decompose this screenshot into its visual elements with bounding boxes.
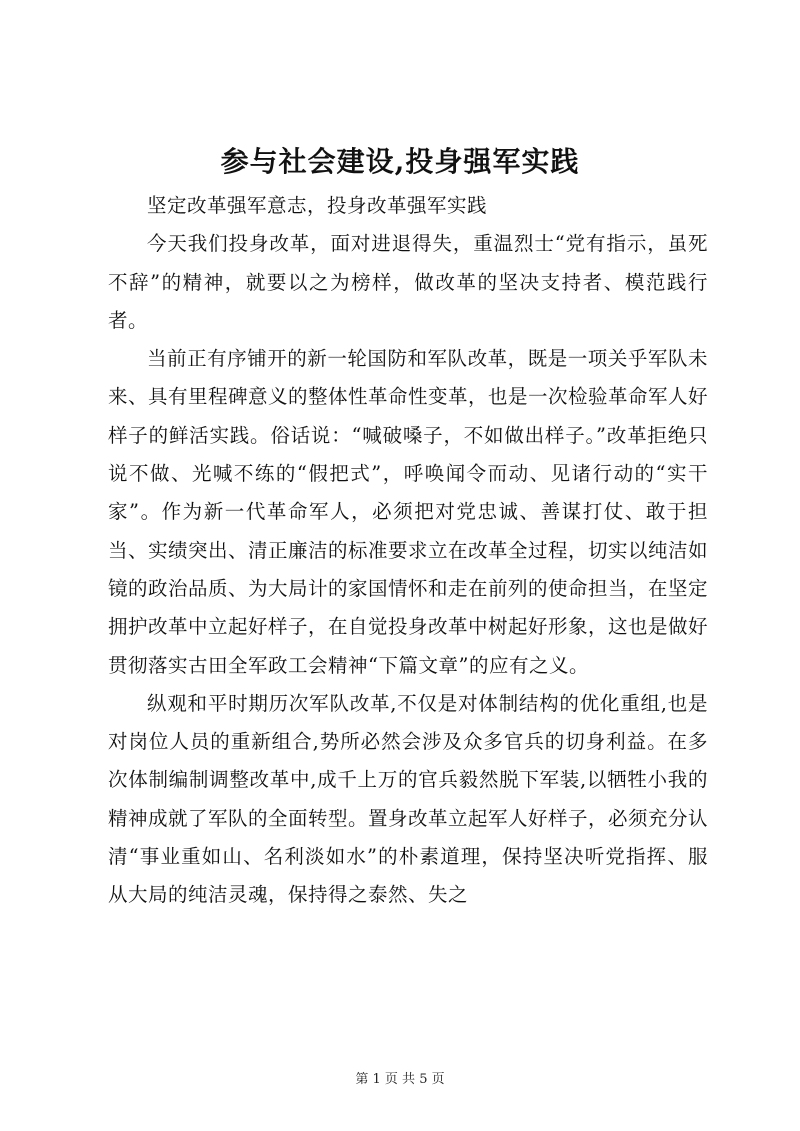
page-number-footer: 第 1 页 共 5 页: [355, 1072, 445, 1087]
paragraph-1: 今天我们投身改革，面对进退得失，重温烈士“党有指示，虽死不辞”的精神，就要以之为榜样，做改革的坚决支持者、模范践行者。: [108, 232, 708, 332]
paragraph-3: 纵观和平时期历次军队改革,不仅是对体制结构的优化重组,也是对岗位人员的重新组合,势所必然会涉及众多官兵的切身利益。在多次体制编制调整改革中,成千上万的官兵毅然脱下军装,以牺牲小我的精神成就了军队的全面转型。置身改革立起军人好样子，必须充分认清“事业重如山、名利淡如水”的朴素道理，保持坚决听党指挥、服从大局的纯洁灵魂，保持得之泰然、失之: [108, 691, 709, 907]
document-title: 参与社会建设,投身强军实践: [220, 145, 580, 178]
document-body: [108, 187, 708, 915]
paragraph-subtitle: 坚定改革强军意志，投身改革强军实践: [147, 194, 488, 217]
paragraph-2: 当前正有序铺开的新一轮国防和军队改革，既是一项关乎军队未来、具有里程碑意义的整体性革命性变革，也是一次检验革命军人好样子的鲜活实践。俗话说：“喊破嗓子，不如做出样子。”改革拒绝只说不做、光喊不练的“假把式”，呼唤闻令而动、见诸行动的“实干家”。作为新一代革命军人，必须把对党忠诚、善谋打仗、敢于担当、实绩突出、清正廉洁的标准要求立在改革全过程，切实以纯洁如镜的政治品质、为大局计的家国情怀和走在前列的使命担当，在坚定拥护改革中立起好样子，在自觉投身改革中树起好形象，这也是做好贯彻落实古田全军政工会精神“下篇文章”的应有之义。: [108, 347, 709, 677]
